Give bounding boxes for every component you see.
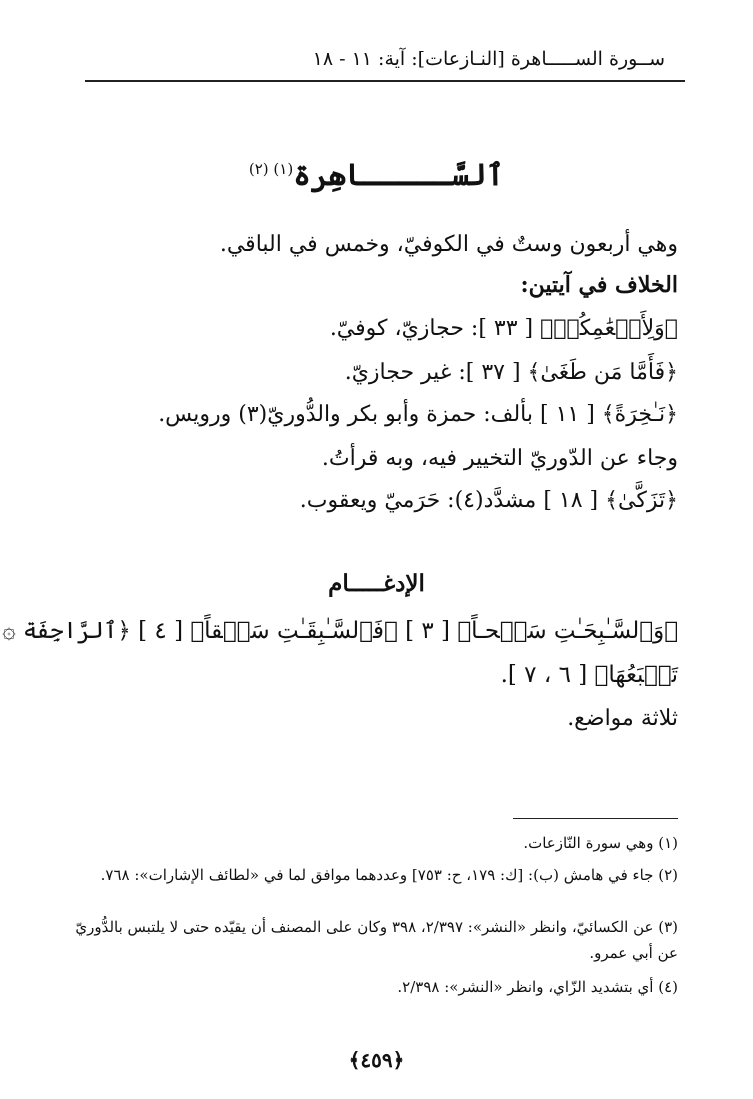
verse-count-text: وهي أربعون وستٌ في الكوفيّ، وخمس في الباقي. (219, 232, 678, 257)
footnote-3: (٣) عن الكسائيّ، وانظر «النشر»: ٢/٣٩٧، ٣٩٨ وكان على المصنف أن يقيّده حتى لا يلتبس بالدُّوريّ عن أبي عمرو. (75, 918, 678, 962)
body-line-4: ﴿فَأَمَّا مَن طَغَىٰ﴾ [ ٣٧ ]: غير حجازيّ. (344, 360, 678, 385)
idgham-heading: الإدغـــــام (328, 570, 425, 597)
body-line-7: ﴿تَزَكَّىٰ﴾ [ ١٨ ] مشدَّد(٤): حَرَميّ ويعقوب. (299, 488, 678, 513)
body-line-6: وجاء عن الدّوريّ التخيير فيه، وبه قرأتُ. (321, 446, 678, 471)
running-title: ســورة الســـــاهرة [النـازعات]: آية: ١١ - ١٨ (312, 48, 665, 70)
running-header (85, 40, 685, 82)
idgham-line-3: ثلاثة مواضع. (567, 706, 678, 731)
footnote-1: (١) وهي سورة النّازعات. (523, 834, 678, 852)
footnote-2: (٢) جاء في هامش (ب): [ك: ١٧٩، ح: ٧٥٣] وعددهما موافق لما في «لطائف الإشارات»: ٧٦٨. (100, 866, 678, 884)
body-line-5: ﴿نَـٰخِرَةً﴾ [ ١١ ] بألف: حمزة وأبو بكر والدُّوريّ(٣) ورويس. (158, 402, 678, 427)
footnote-4: (٤) أي بتشديد الزّاي، وانظر «النشر»: ٢/٣٩٨. (397, 978, 678, 996)
page-number: ﴿٤٥٩﴾ (348, 1048, 405, 1072)
footnote-separator (513, 818, 678, 819)
idgham-line-2: تَتۡبَعُهَا﴾ [ ٦ ، ٧ ]. (500, 662, 678, 688)
surah-name: ٱلسَّـــــاهِرة (293, 158, 505, 193)
surah-title (0, 158, 753, 193)
title-footnote-refs: (١) (٢) (248, 160, 294, 178)
disagreement-heading: الخلاف في آيتين: (520, 272, 678, 298)
idgham-line-1: ﴿وَٱلسَّـٰبِحَـٰتِ سَبۡحـاً﴾ [ ٣ ] ﴿فَٱلسَّـٰبِقَـٰتِ سَبۡقاً﴾ [ ٤ ] ﴿ٱلرَّاجِفَة ۞ (2, 618, 678, 644)
body-line-3: ﴿وَلِأَنۡعَٰمِكُمۡ﴾ [ ٣٣ ]: حجازيّ، كوفيّ. (329, 316, 678, 341)
